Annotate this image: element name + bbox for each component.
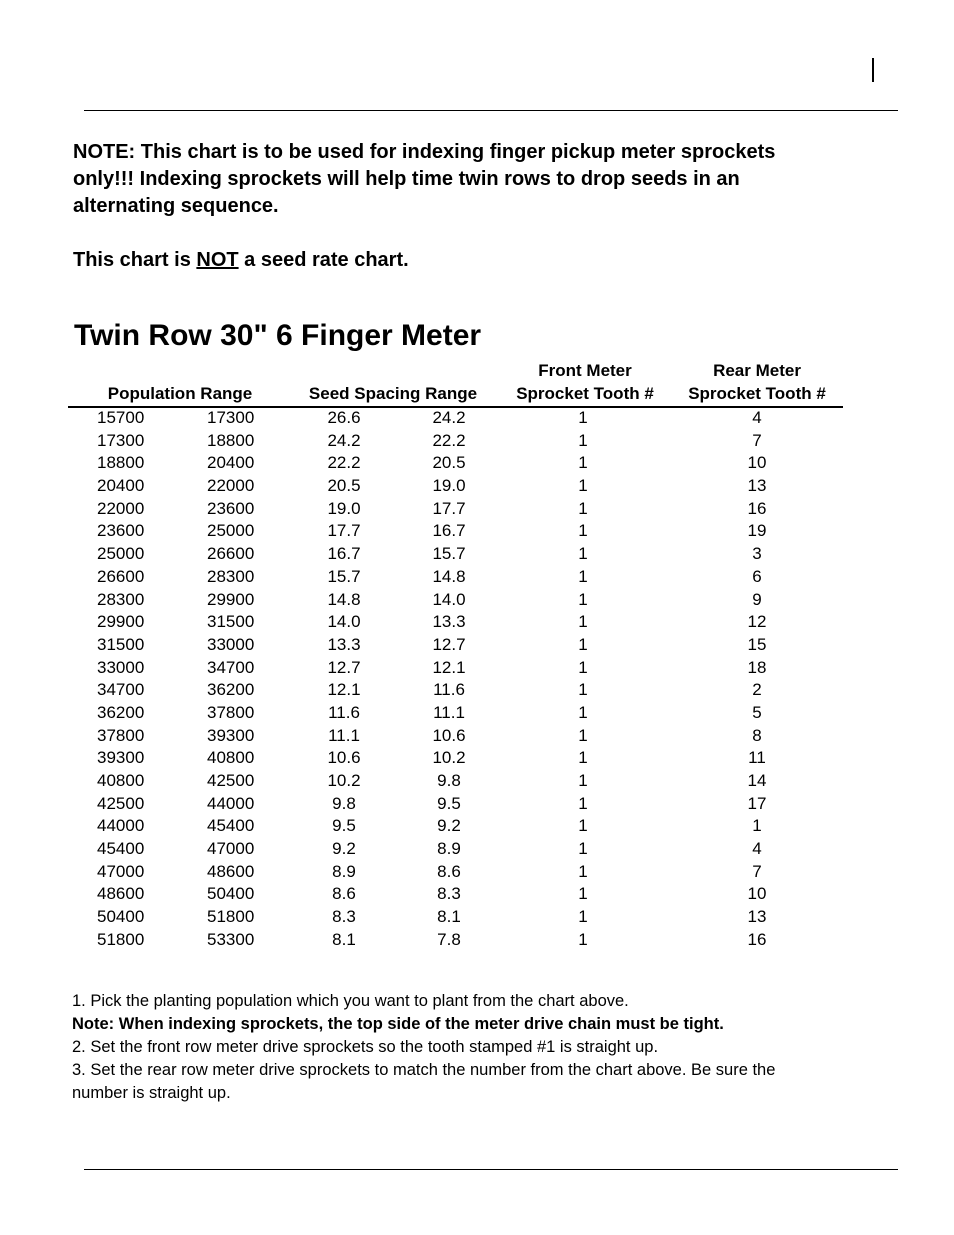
population-min: 28300 <box>97 589 145 609</box>
seed-spacing-min: 9.8 <box>437 771 461 790</box>
population-max: 45400 <box>207 816 255 836</box>
seed-spacing-max: 8.6 <box>332 884 356 904</box>
table-row <box>0 520 954 543</box>
seed-spacing-min: 10.2 <box>432 748 466 768</box>
page-number-marker <box>872 58 874 82</box>
seed-spacing-min: 13.3 <box>432 612 466 632</box>
table-row <box>0 906 954 929</box>
population-min: 45400 <box>97 839 145 859</box>
front-sprocket-tooth: 1 <box>578 430 588 450</box>
front-sprocket-tooth: 1 <box>578 521 588 541</box>
table-row <box>0 770 954 793</box>
front-sprocket-tooth: 1 <box>578 498 588 518</box>
population-max: 23600 <box>207 498 255 518</box>
population-max: 50400 <box>207 884 255 904</box>
population-max: 20400 <box>207 453 255 473</box>
table-row <box>0 725 954 748</box>
rear-sprocket-tooth: 10 <box>747 884 767 904</box>
seed-spacing-max: 14.0 <box>327 612 361 632</box>
header-population-range: Population Range <box>107 384 253 403</box>
population-max: 29900 <box>207 589 255 609</box>
seed-spacing-min: 11.1 <box>433 702 465 722</box>
table-row <box>0 589 954 612</box>
note-paragraph: NOTE: This chart is to be used for indexing finger pickup meter sprockets only!!! Indexing sprockets will help time twin rows to drop seeds in an alternating sequence. <box>73 141 776 217</box>
seed-spacing-min: 9.5 <box>437 793 461 813</box>
rear-sprocket-tooth: 14 <box>747 771 767 790</box>
rear-sprocket-tooth: 10 <box>747 453 767 473</box>
table-row <box>0 815 954 838</box>
population-max: 18800 <box>207 430 255 450</box>
front-sprocket-tooth: 1 <box>578 589 588 609</box>
seed-spacing-min: 16.7 <box>432 521 466 541</box>
population-max: 31500 <box>207 612 255 632</box>
note-block <box>73 139 833 220</box>
seed-spacing-max: 10.6 <box>327 748 361 768</box>
population-max: 22000 <box>207 476 255 496</box>
rear-sprocket-tooth: 19 <box>747 521 767 541</box>
front-sprocket-tooth: 1 <box>578 929 588 949</box>
seed-spacing-max: 19.0 <box>327 498 361 518</box>
population-max: 44000 <box>207 793 255 813</box>
header-front-meter <box>504 359 666 405</box>
seed-spacing-max: 24.2 <box>327 430 361 450</box>
seed-spacing-min: 7.8 <box>437 929 461 949</box>
population-min: 48600 <box>97 884 145 904</box>
population-min: 50400 <box>97 907 145 927</box>
population-max: 51800 <box>207 907 255 927</box>
rear-sprocket-tooth: 13 <box>747 907 767 927</box>
instruction-note: Note: When indexing sprockets, the top side of the meter drive chain must be tight. <box>72 1015 724 1033</box>
front-sprocket-tooth: 1 <box>578 907 588 927</box>
population-max: 37800 <box>207 702 255 722</box>
seed-spacing-max: 9.5 <box>332 816 356 836</box>
front-sprocket-tooth: 1 <box>578 634 588 654</box>
population-min: 25000 <box>97 544 145 564</box>
front-sprocket-tooth: 1 <box>578 884 588 904</box>
front-sprocket-tooth: 1 <box>578 408 588 427</box>
table-row <box>0 679 954 702</box>
table-row <box>0 838 954 861</box>
seed-spacing-min: 15.7 <box>432 544 466 564</box>
header-rear-line2: Sprocket Tooth # <box>688 384 826 403</box>
seed-spacing-max: 8.9 <box>332 861 356 881</box>
table-row <box>0 634 954 657</box>
population-max: 42500 <box>207 771 255 790</box>
table-row <box>0 861 954 884</box>
front-sprocket-tooth: 1 <box>578 861 588 881</box>
population-max: 48600 <box>207 861 255 881</box>
rear-sprocket-tooth: 12 <box>747 612 767 632</box>
rear-sprocket-tooth: 17 <box>747 793 767 813</box>
seed-spacing-min: 24.2 <box>432 408 466 427</box>
seed-spacing-max: 20.5 <box>327 476 361 496</box>
population-min: 22000 <box>97 498 145 518</box>
population-max: 40800 <box>207 748 255 768</box>
seed-spacing-min: 19.0 <box>432 476 466 496</box>
instruction-step-2: 2. Set the front row meter drive sprockets so the tooth stamped #1 is straight up. <box>72 1038 659 1056</box>
front-sprocket-tooth: 1 <box>578 793 588 813</box>
rear-sprocket-tooth: 8 <box>752 725 762 745</box>
population-min: 18800 <box>97 453 145 473</box>
notice-text-after: a seed rate chart. <box>238 249 409 271</box>
population-min: 33000 <box>97 657 145 677</box>
table-row <box>0 793 954 816</box>
seed-spacing-min: 8.3 <box>437 884 461 904</box>
table-row <box>0 452 954 475</box>
population-min: 51800 <box>97 929 145 949</box>
table-row <box>0 747 954 770</box>
rear-sprocket-tooth: 7 <box>752 861 762 881</box>
population-min: 47000 <box>97 861 145 881</box>
seed-spacing-max: 13.3 <box>327 634 361 654</box>
population-max: 33000 <box>207 634 255 654</box>
population-max: 39300 <box>207 725 255 745</box>
population-max: 34700 <box>207 657 255 677</box>
population-min: 39300 <box>97 748 145 768</box>
table-row <box>0 657 954 680</box>
front-sprocket-tooth: 1 <box>578 612 588 632</box>
front-sprocket-tooth: 1 <box>578 453 588 473</box>
population-min: 44000 <box>97 816 145 836</box>
seed-spacing-min: 14.0 <box>432 589 466 609</box>
seed-spacing-max: 15.7 <box>327 566 361 586</box>
population-max: 25000 <box>207 521 255 541</box>
population-min: 34700 <box>97 680 145 700</box>
header-front-line2: Sprocket Tooth # <box>516 384 654 403</box>
rear-sprocket-tooth: 1 <box>752 816 762 836</box>
rear-sprocket-tooth: 15 <box>747 634 767 654</box>
table-row <box>0 702 954 725</box>
rear-sprocket-tooth: 13 <box>747 476 767 496</box>
chart-title: Twin Row 30" 6 Finger Meter <box>74 319 482 352</box>
front-sprocket-tooth: 1 <box>578 702 588 722</box>
seed-spacing-max: 9.2 <box>332 839 356 859</box>
header-front-line1: Front Meter <box>538 361 632 380</box>
seed-spacing-min: 22.2 <box>432 430 466 450</box>
population-min: 40800 <box>97 771 145 790</box>
table-row <box>0 407 954 430</box>
footer-rule <box>84 1169 898 1170</box>
seed-spacing-min: 8.9 <box>437 839 461 859</box>
table-row <box>0 611 954 634</box>
front-sprocket-tooth: 1 <box>578 544 588 564</box>
rear-sprocket-tooth: 5 <box>752 702 762 722</box>
seed-spacing-min: 12.7 <box>432 634 466 654</box>
seed-spacing-max: 12.7 <box>327 657 361 677</box>
rear-sprocket-tooth: 7 <box>752 430 762 450</box>
front-sprocket-tooth: 1 <box>578 476 588 496</box>
population-max: 17300 <box>207 408 255 427</box>
not-seed-rate-notice <box>73 247 409 274</box>
population-max: 28300 <box>207 566 255 586</box>
table-row <box>0 430 954 453</box>
rear-sprocket-tooth: 4 <box>752 408 762 427</box>
population-max: 47000 <box>207 839 255 859</box>
table-row <box>0 498 954 521</box>
header-seed-spacing-range: Seed Spacing Range <box>308 384 478 403</box>
population-min: 17300 <box>97 430 145 450</box>
seed-spacing-max: 9.8 <box>332 793 356 813</box>
population-min: 37800 <box>97 725 145 745</box>
header-rule <box>84 110 898 111</box>
front-sprocket-tooth: 1 <box>578 566 588 586</box>
population-min: 36200 <box>97 702 145 722</box>
header-rear-line1: Rear Meter <box>713 361 801 380</box>
rear-sprocket-tooth: 3 <box>752 544 762 564</box>
sprocket-table-body <box>0 407 954 952</box>
seed-spacing-min: 10.6 <box>432 725 466 745</box>
population-max: 36200 <box>207 680 255 700</box>
rear-sprocket-tooth: 11 <box>748 748 766 768</box>
population-min: 23600 <box>97 521 145 541</box>
seed-spacing-min: 11.6 <box>433 680 465 700</box>
front-sprocket-tooth: 1 <box>578 725 588 745</box>
notice-text-before: This chart is <box>73 249 197 271</box>
table-row <box>0 566 954 589</box>
front-sprocket-tooth: 1 <box>578 771 588 790</box>
table-row <box>0 543 954 566</box>
front-sprocket-tooth: 1 <box>578 816 588 836</box>
instructions <box>72 990 832 1105</box>
instruction-step-3: 3. Set the rear row meter drive sprockets to match the number from the chart above. Be sure the number is straight up. <box>72 1061 776 1102</box>
front-sprocket-tooth: 1 <box>578 748 588 768</box>
population-min: 20400 <box>97 476 145 496</box>
front-sprocket-tooth: 1 <box>578 680 588 700</box>
seed-spacing-max: 22.2 <box>327 453 361 473</box>
population-min: 29900 <box>97 612 145 632</box>
seed-spacing-max: 12.1 <box>327 680 361 700</box>
rear-sprocket-tooth: 16 <box>747 929 767 949</box>
seed-spacing-min: 8.6 <box>437 861 461 881</box>
rear-sprocket-tooth: 4 <box>752 839 762 859</box>
front-sprocket-tooth: 1 <box>578 839 588 859</box>
seed-spacing-min: 20.5 <box>432 453 466 473</box>
seed-spacing-max: 16.7 <box>327 544 361 564</box>
seed-spacing-max: 11.6 <box>328 702 360 722</box>
rear-sprocket-tooth: 9 <box>752 589 762 609</box>
seed-spacing-min: 8.1 <box>437 907 461 927</box>
seed-spacing-max: 14.8 <box>327 589 361 609</box>
population-min: 42500 <box>97 793 145 813</box>
instruction-step-1: 1. Pick the planting population which you want to plant from the chart above. <box>72 992 629 1010</box>
seed-spacing-max: 8.1 <box>332 929 356 949</box>
rear-sprocket-tooth: 6 <box>752 566 762 586</box>
seed-spacing-max: 8.3 <box>332 907 356 927</box>
seed-spacing-max: 11.1 <box>328 725 360 745</box>
seed-spacing-min: 14.8 <box>432 566 466 586</box>
population-max: 26600 <box>207 544 255 564</box>
population-min: 15700 <box>97 408 145 427</box>
rear-sprocket-tooth: 18 <box>747 657 767 677</box>
table-row <box>0 475 954 498</box>
front-sprocket-tooth: 1 <box>578 657 588 677</box>
header-rear-meter <box>676 359 838 405</box>
notice-emphasis: NOT <box>196 249 239 271</box>
population-min: 31500 <box>97 634 145 654</box>
rear-sprocket-tooth: 2 <box>752 680 762 700</box>
seed-spacing-max: 26.6 <box>327 408 361 427</box>
seed-spacing-max: 17.7 <box>327 521 361 541</box>
table-row <box>0 883 954 906</box>
seed-spacing-min: 12.1 <box>432 657 466 677</box>
population-min: 26600 <box>97 566 145 586</box>
seed-spacing-min: 9.2 <box>437 816 461 836</box>
seed-spacing-max: 10.2 <box>327 771 361 790</box>
rear-sprocket-tooth: 16 <box>747 498 767 518</box>
population-max: 53300 <box>207 929 255 949</box>
seed-spacing-min: 17.7 <box>432 498 466 518</box>
table-row <box>0 929 954 952</box>
